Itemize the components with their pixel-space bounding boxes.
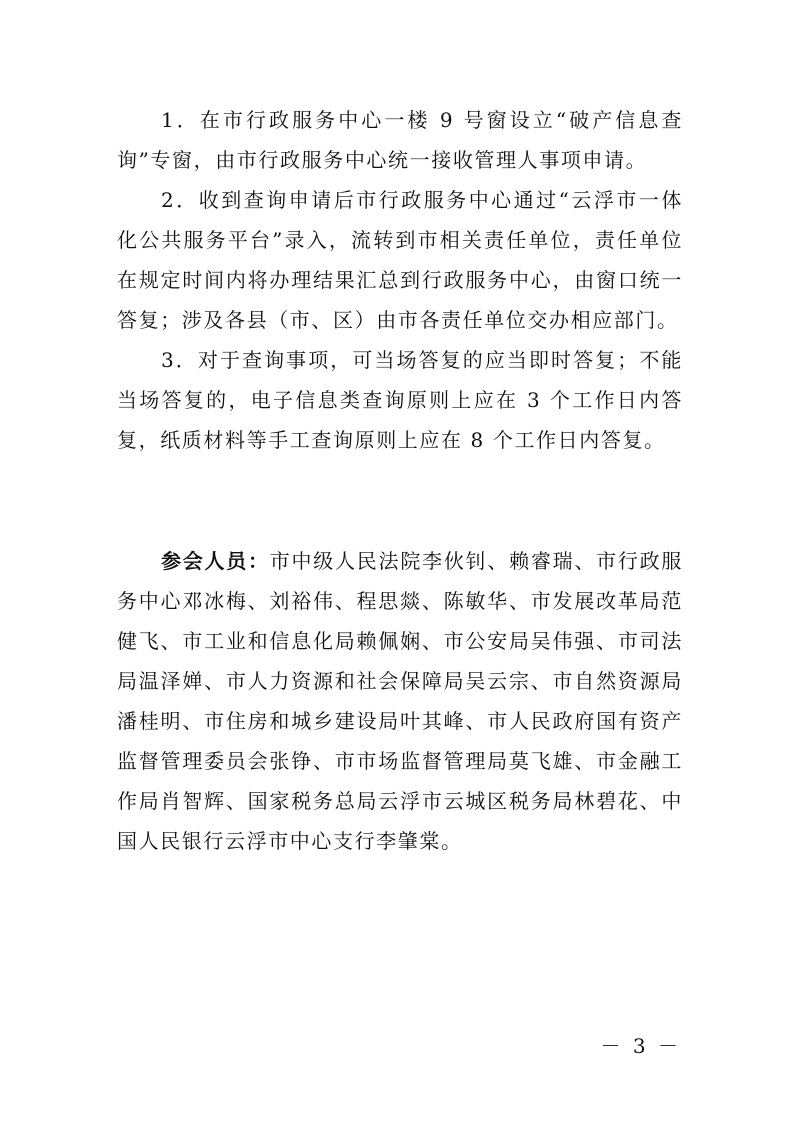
attendees-list: 市中级人民法院李伙钊、赖睿瑞、市行政服务中心邓冰梅、刘裕伟、程思燚、陈敏华、市发展改革局范健飞、市工业和信息化局赖佩娴、市公安局吴伟强、市司法局温泽婵、市人力资源和社会保障局吴云宗、市自然资源局潘桂明、市住房和城乡建设局叶其峰、市人民政府国有资产监督管理委员会张铮、市市场监督管理局莫飞雄、市金融工作局肖智辉、国家税务总局云浮市云城区税务局林碧花、中国人民银行云浮市中心支行李肇棠。 bbox=[117, 549, 683, 853]
procedure-section bbox=[117, 100, 683, 460]
paragraph-query-window: 1．在市行政服务中心一楼 9 号窗设立“破产信息查询”专窗，由市行政服务中心统一接收管理人事项申请。 bbox=[117, 108, 683, 172]
attendees-paragraph bbox=[117, 541, 683, 861]
attendees-section bbox=[117, 541, 683, 861]
attendees-label: 参会人员： bbox=[161, 549, 270, 573]
page-number: － 3 － bbox=[600, 1034, 681, 1058]
paragraph-response-deadline: 3．对于查询事项，可当场答复的应当即时答复；不能当场答复的，电子信息类查询原则上应在 3 个工作日内答复，纸质材料等手工查询原则上应在 8 个工作日内答复。 bbox=[117, 348, 683, 452]
paragraph-query-processing: 2．收到查询申请后市行政服务中心通过“云浮市一体化公共服务平台”录入，流转到市相关责任单位，责任单位在规定时间内将办理结果汇总到行政服务中心，由窗口统一答复；涉及各县（市、区）由市各责任单位交办相应部门。 bbox=[117, 188, 683, 332]
